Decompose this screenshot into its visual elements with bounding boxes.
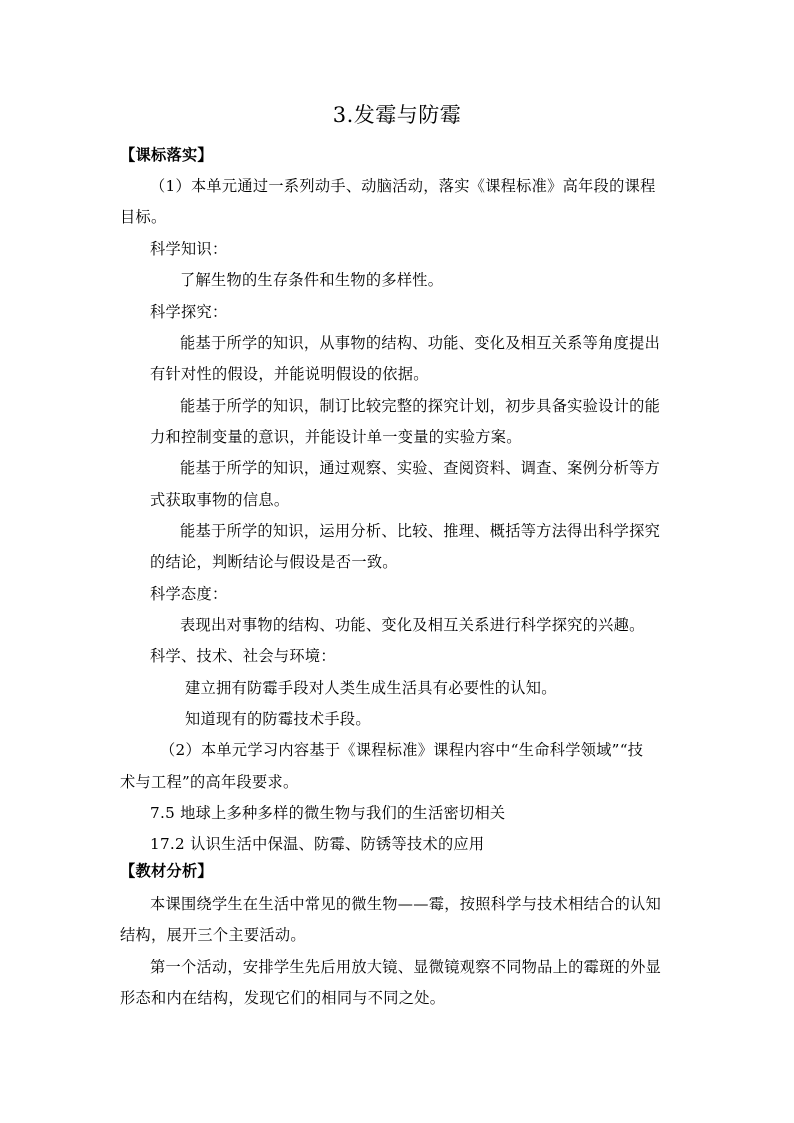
- paragraph-line: 知道现有的防霉技术手段。: [185, 710, 371, 728]
- paragraph-line: 形态和内在结构，发现它们的相同与不同之处。: [120, 989, 446, 1007]
- paragraph-line: 了解生物的生存条件和生物的多样性。: [180, 271, 444, 289]
- paragraph-line: 能基于所学的知识，通过观察、实验、查阅资料、调查、案例分析等方: [180, 459, 661, 477]
- paragraph-line: 建立拥有防霉手段对人类生成生活具有必要性的认知。: [185, 679, 557, 697]
- subheading-sts: 科学、技术、社会与环境：: [150, 647, 336, 665]
- paragraph-line: 本课围绕学生在生活中常见的微生物——霉，按照科学与技术相结合的认知: [150, 895, 662, 913]
- paragraph-line: 结构，展开三个主要活动。: [120, 926, 306, 944]
- standard-item: 17.2 认识生活中保温、防霉、防锈等技术的应用: [150, 835, 485, 853]
- section-heading-standards: 【课标落实】: [120, 146, 213, 164]
- page-title: 3.发霉与防霉: [332, 103, 462, 127]
- paragraph-line: 能基于所学的知识，制订比较完整的探究计划，初步具备实验设计的能: [180, 397, 661, 415]
- standard-item: 7.5 地球上多种多样的微生物与我们的生活密切相关: [150, 804, 506, 822]
- subheading-science-knowledge: 科学知识：: [150, 240, 228, 258]
- paragraph-line: （2）本单元学习内容基于《课程标准》课程内容中“生命科学领域”“技: [160, 741, 644, 759]
- paragraph-line: 能基于所学的知识，运用分析、比较、推理、概括等方法得出科学探究: [180, 522, 661, 540]
- paragraph-line: 的结论，判断结论与假设是否一致。: [150, 553, 398, 571]
- paragraph-line: 术与工程”的高年段要求。: [120, 773, 299, 791]
- paragraph-line: 式获取事物的信息。: [150, 491, 290, 509]
- paragraph-line: 目标。: [120, 208, 167, 226]
- paragraph-line: 第一个活动，安排学生先后用放大镜、显微镜观察不同物品上的霉斑的外显: [150, 958, 662, 976]
- paragraph-line: 力和控制变量的意识，并能设计单一变量的实验方案。: [150, 428, 522, 446]
- paragraph-line: 有针对性的假设，并能说明假设的依据。: [150, 365, 429, 383]
- paragraph-line: 表现出对事物的结构、功能、变化及相互关系进行科学探究的兴趣。: [180, 616, 645, 634]
- subheading-science-inquiry: 科学探究：: [150, 303, 228, 321]
- paragraph-line: 能基于所学的知识，从事物的结构、功能、变化及相互关系等角度提出: [180, 334, 661, 352]
- section-heading-analysis: 【教材分析】: [120, 862, 213, 880]
- subheading-science-attitude: 科学态度：: [150, 585, 228, 603]
- paragraph-line: （1）本单元通过一系列动手、动脑活动，落实《课程标准》高年段的课程: [150, 177, 656, 195]
